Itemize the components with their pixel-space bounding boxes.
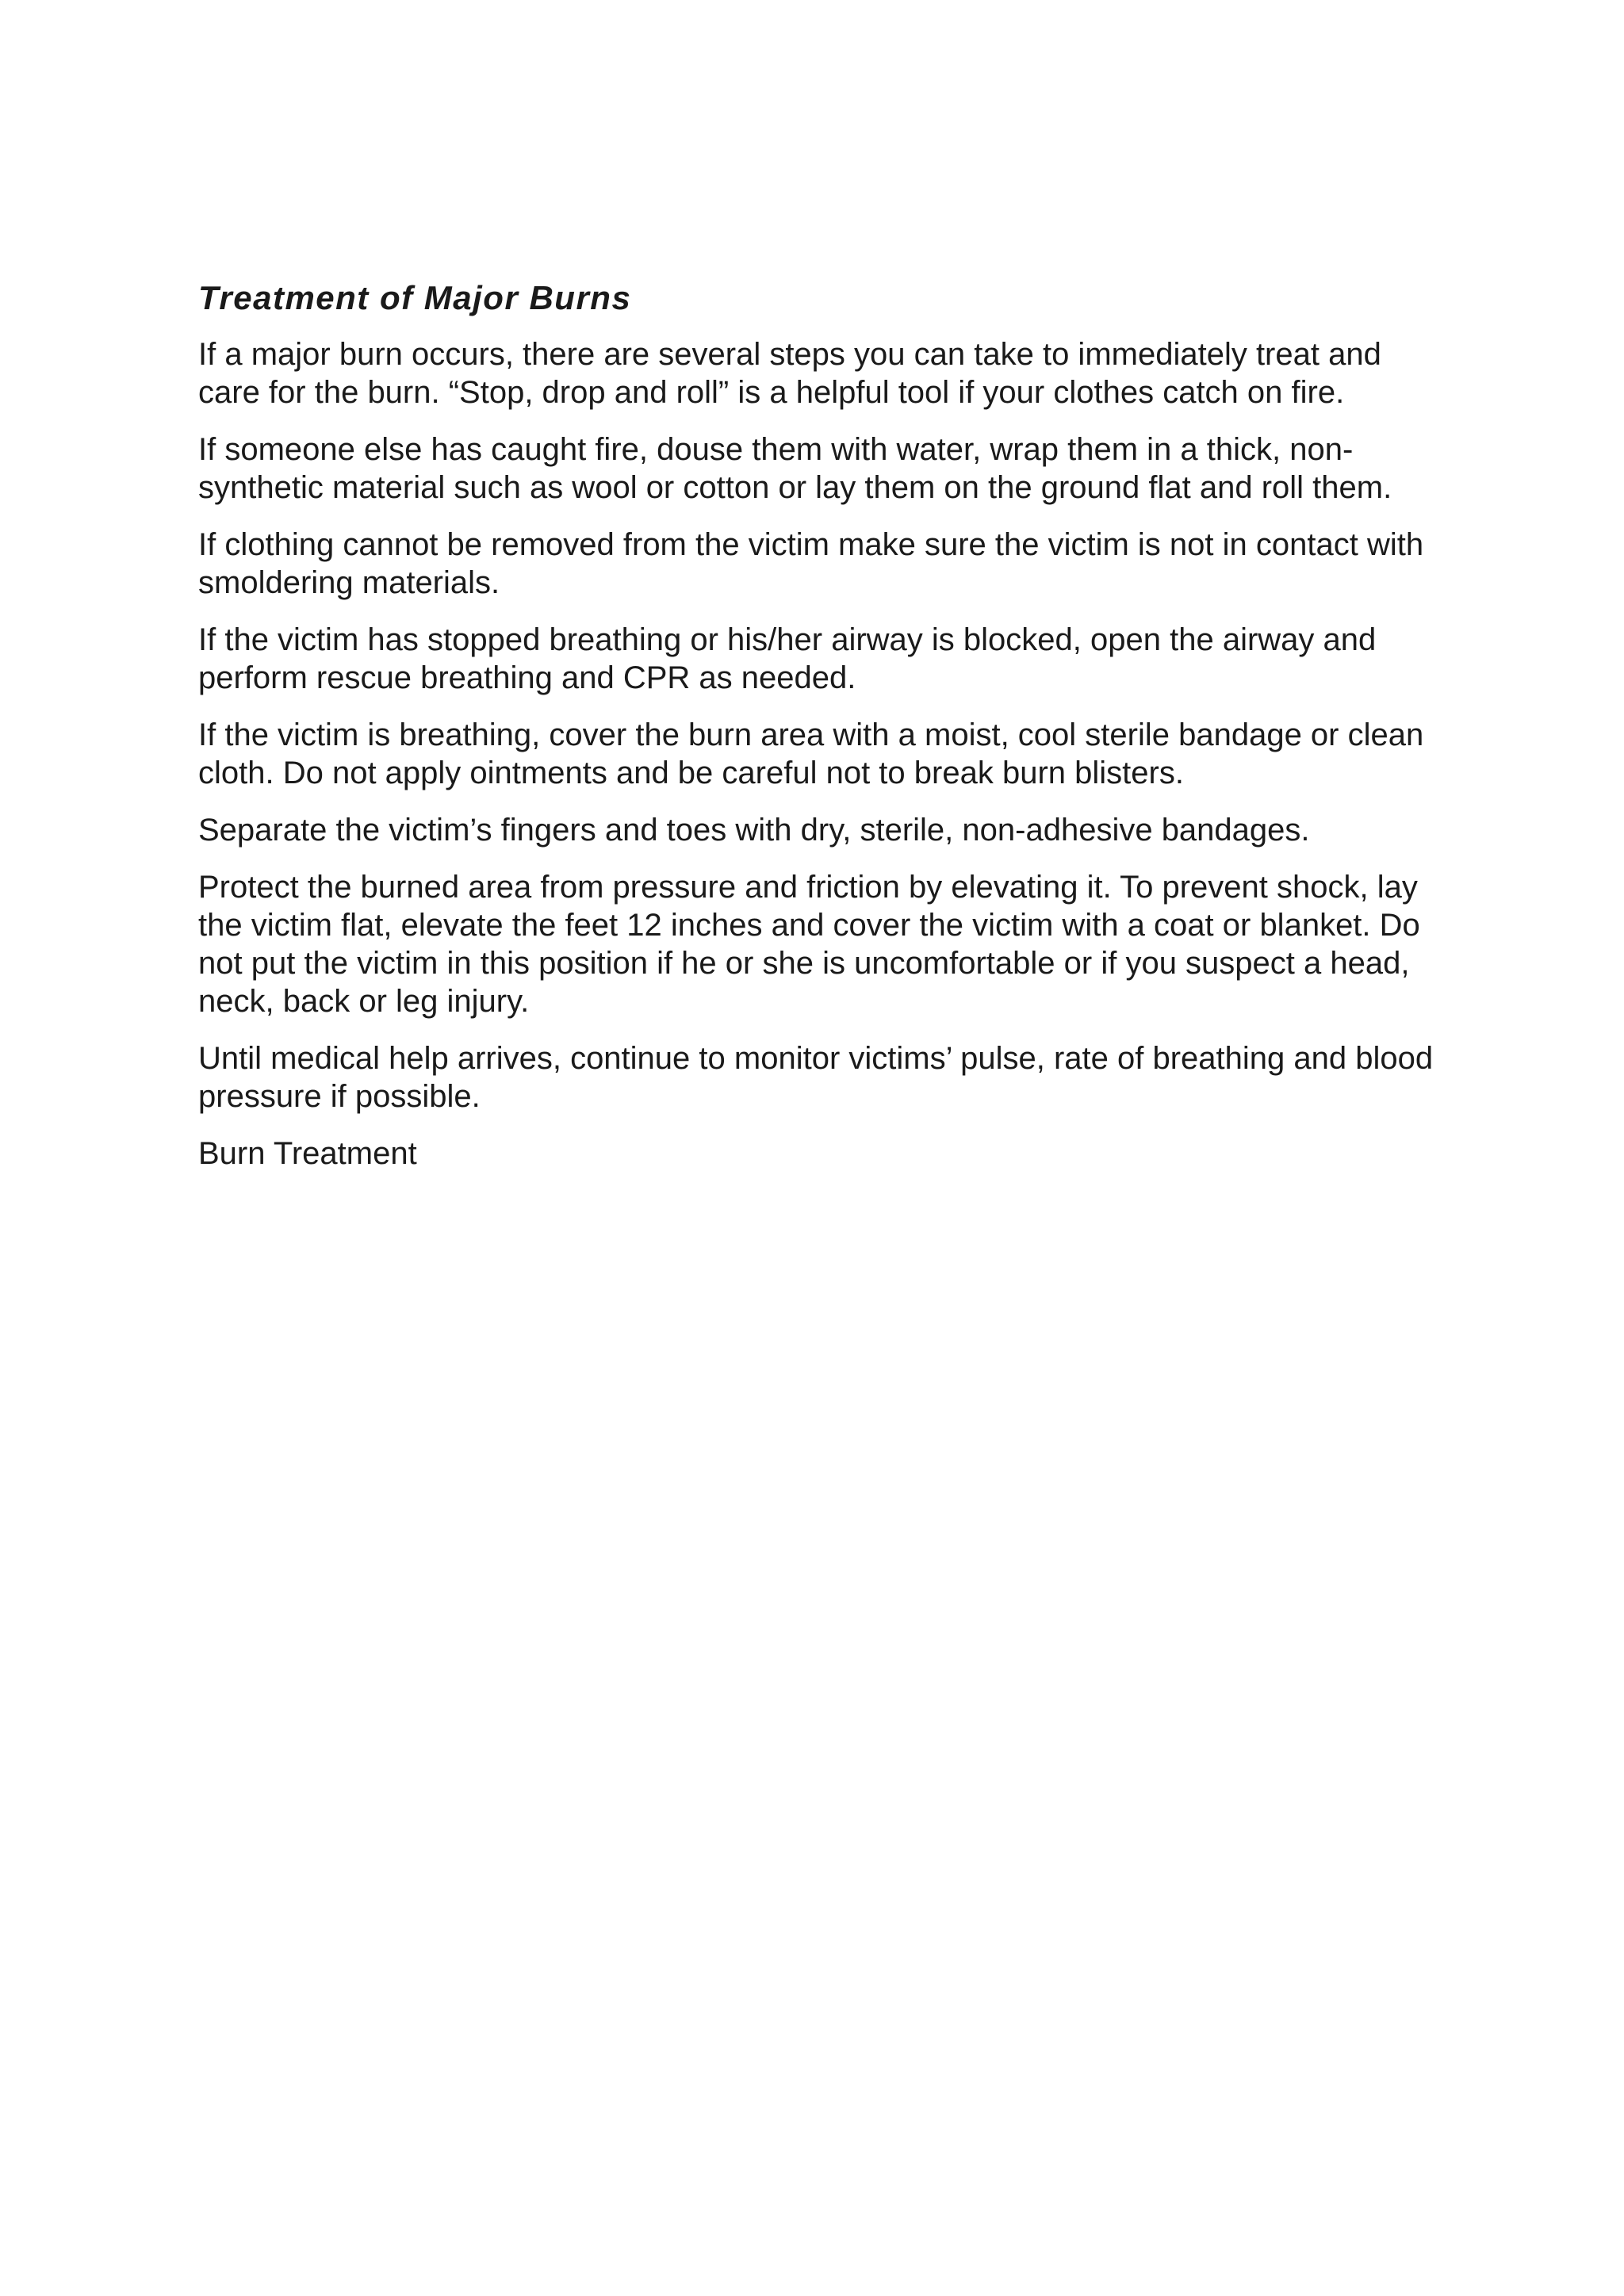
paragraph-monitor-victim: Until medical help arrives, continue to monitor victims’ pulse, rate of breathing and blood pressure if possible. — [198, 1040, 1434, 1114]
document-body — [198, 277, 1435, 1173]
paragraph-burn-treatment: Burn Treatment — [198, 1135, 417, 1171]
paragraph-stopped-breathing: If the victim has stopped breathing or his/her airway is blocked, open the airway and perform rescue breathing and CPR as needed. — [198, 622, 1377, 695]
paragraph-someone-caught-fire: If someone else has caught fire, douse them with water, wrap them in a thick, non-synthetic material such as wool or cotton or lay them on the ground flat and roll them. — [198, 431, 1392, 505]
paragraph-victim-breathing: If the victim is breathing, cover the burn area with a moist, cool sterile bandage or clean cloth. Do not apply ointments and be careful not to break burn blisters. — [198, 717, 1424, 790]
paragraph-clothing-removal: If clothing cannot be removed from the victim make sure the victim is not in contact with smoldering materials. — [198, 526, 1424, 600]
paragraph-prevent-shock: Protect the burned area from pressure and friction by elevating it. To prevent shock, lay the victim flat, elevate the feet 12 inches and cover the victim with a coat or blanket. Do not put the victim in this position if he or she is uncomfortable or if you suspect a head, neck, back or leg injury. — [198, 869, 1420, 1019]
paragraph-separate-fingers: Separate the victim’s fingers and toes with dry, sterile, non-adhesive bandages. — [198, 812, 1310, 848]
paragraph-major-burn-intro: If a major burn occurs, there are several steps you can take to immediately treat and care for the burn. “Stop, drop and roll” is a helpful tool if your clothes catch on fire. — [198, 336, 1381, 410]
section-heading: Treatment of Major Burns — [198, 279, 632, 316]
